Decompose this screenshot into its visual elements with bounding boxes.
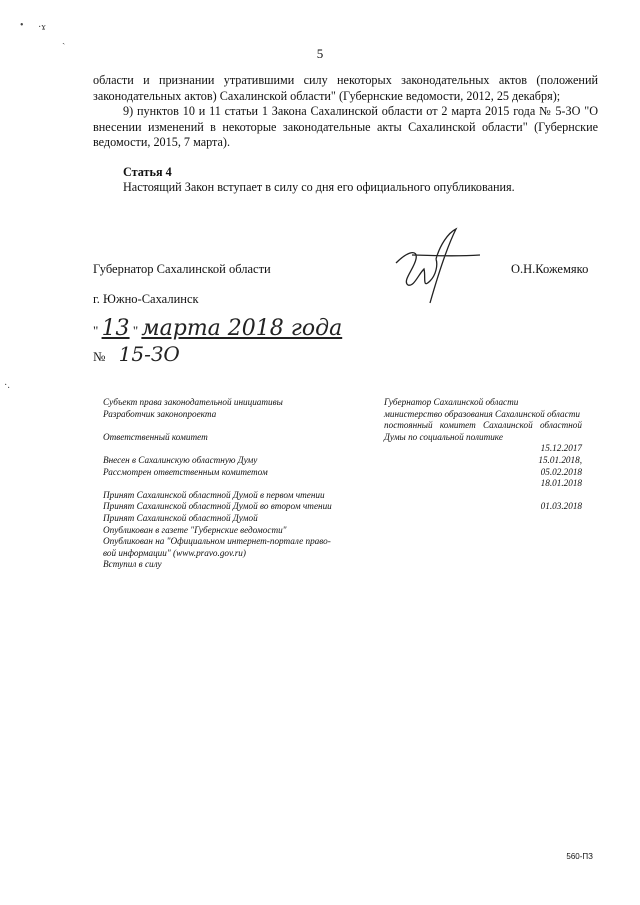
date-day: 13 [101, 316, 130, 341]
info-labels [103, 397, 383, 571]
info-label: Опубликован в газете "Губернские ведомости" [103, 524, 287, 535]
number-prefix: № [93, 349, 106, 364]
info-label: Принят Сахалинской областной Думой в первом чтении [103, 489, 325, 500]
handwritten-signature [378, 225, 488, 305]
info-label: Субъект права законодательной инициативы [103, 397, 283, 407]
info-subject: Губернатор Сахалинской области [384, 397, 519, 407]
info-date: 15.01.2018, [538, 454, 582, 465]
info-label: Вступил в силу [103, 559, 162, 570]
number-value: 15-ЗО [118, 342, 180, 366]
quote-mark: " [93, 323, 99, 338]
page-number: 5 [316, 46, 324, 61]
law-number [93, 342, 180, 366]
info-label: Принят Сахалинской областной Думой во втором чтении [103, 501, 332, 512]
info-label: Принят Сахалинской областной Думой [103, 512, 258, 523]
info-label: Внесен в Сахалинскую областную Думу [103, 454, 258, 465]
info-label: Рассмотрен ответственным комитетом [103, 466, 268, 477]
info-date: 05.02.2018 [540, 466, 582, 477]
enactment-date [93, 316, 342, 341]
info-developer: министерство образования Сахалинской области [384, 408, 580, 419]
info-date: 15.12.2017 [540, 443, 582, 454]
article-heading: Статья 4 [123, 165, 172, 179]
info-label: Опубликован на "Официальном интернет-портале право- [103, 536, 331, 547]
info-date: 18.01.2018 [540, 478, 582, 489]
info-values [384, 397, 582, 513]
signatory-name: О.Н.Кожемяко [511, 262, 589, 276]
scan-mark: ·. [4, 380, 10, 391]
scan-mark: ·ɤ [38, 22, 46, 33]
body-text [93, 73, 598, 151]
article-text: Настоящий Закон вступает в силу со дня его официального опубликования. [123, 180, 515, 194]
info-committee: постоянный комитет Сахалинской областной Думы по социальной политике [384, 420, 582, 442]
info-label: вой информации" (www.pravo.gov.ru) [103, 547, 246, 558]
paragraph: 9) пунктов 10 и 11 статьи 1 Закона Сахалинской области от 2 марта 2015 года № 5-ЗО "О внесении изменений в некоторые законодательные акты Сахалинской области" (Губернские ведомости, 2015, 7 марта). [93, 104, 598, 149]
info-label: Разработчик законопроекта [103, 408, 217, 419]
paragraph: области и признании утратившими силу некоторых законодательных актов (положений законодательных актов) Сахалинской области" (Губернские ведомости, 2012, 25 декабря); [93, 73, 598, 103]
quote-mark: " [132, 323, 139, 338]
info-date: 01.03.2018 [540, 501, 582, 512]
city: г. Южно-Сахалинск [93, 292, 199, 306]
scan-mark: • [20, 20, 24, 31]
info-label: Ответственный комитет [103, 431, 208, 442]
scan-mark: ˎ [62, 34, 66, 45]
date-month-year: марта 2018 года [141, 316, 343, 341]
signatory-position: Губернатор Сахалинской области [93, 262, 271, 276]
document-code: 560-ПЗ [566, 852, 593, 861]
